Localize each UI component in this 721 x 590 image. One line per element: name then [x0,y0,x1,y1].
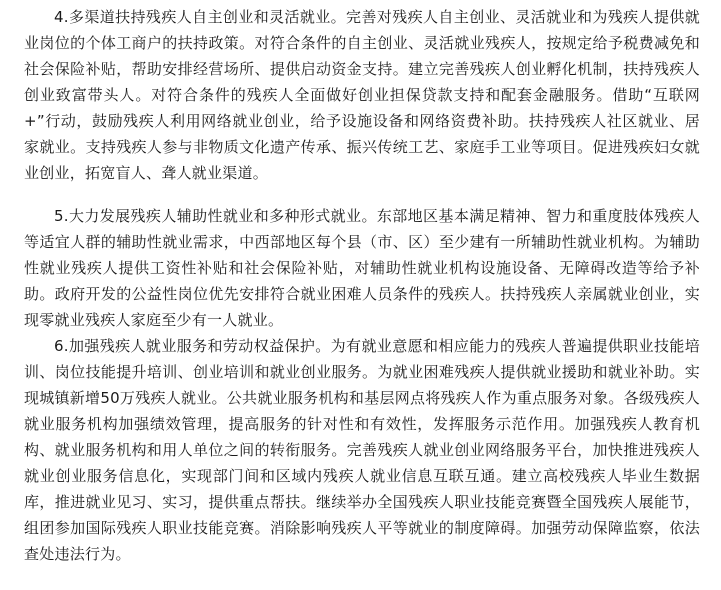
paragraph-6: 6.加强残疾人就业服务和劳动权益保护。为有就业意愿和相应能力的残疾人普遍提供职业技能培训、岗位技能提升培训、创业培训和就业创业服务。为就业困难残疾人提供就业援助和就业补助。实现城镇新增50万残疾人就业。公共就业服务机构和基层网点将残疾人作为重点服务对象。各级残疾人就业服务机构加强绩效管理，提高服务的针对性和有效性，发挥服务示范作用。加强残疾人教育机构、就业服务机构和用人单位之间的转衔服务。完善残疾人就业创业网络服务平台，加快推进残疾人就业创业服务信息化，实现部门间和区域内残疾人就业信息互联互通。建立高校残疾人毕业生数据库，推进就业见习、实习，提供重点帮扶。继续举办全国残疾人职业技能竞赛暨全国残疾人展能节，组团参加国际残疾人职业技能竞赛。消除影响残疾人平等就业的制度障碍。加强劳动保障监察，依法查处违法行为。 [24,337,700,563]
paragraph-5: 5.大力发展残疾人辅助性就业和多种形式就业。东部地区基本满足精神、智力和重度肢体残疾人等适宜人群的辅助性就业需求，中西部地区每个县（市、区）至少建有一所辅助性就业机构。为辅助性就业残疾人提供工资性补贴和社会保险补贴，对辅助性就业机构设施设备、无障碍改造等给予补助。政府开发的公益性岗位优先安排符合就业困难人员条件的残疾人。扶持残疾人亲属就业创业，实现零就业残疾人家庭至少有一人就业。 [24,207,700,329]
paragraph-4: 4.多渠道扶持残疾人自主创业和灵活就业。完善对残疾人自主创业、灵活就业和为残疾人提供就业岗位的个体工商户的扶持政策。对符合条件的自主创业、灵活就业残疾人，按规定给予税费减免和社会保险补贴，帮助安排经营场所、提供启动资金支持。建立完善残疾人创业孵化机制，扶持残疾人创业致富带头人。对符合条件的残疾人全面做好创业担保贷款支持和配套金融服务。借助“互联网+”行动，鼓励残疾人利用网络就业创业，给予设施设备和网络资费补助。扶持残疾人社区就业、居家就业。支持残疾人参与非物质文化遗产传承、振兴传统工艺、家庭手工业等项目。促进残疾妇女就业创业，拓宽盲人、聋人就业渠道。 [24,8,700,182]
